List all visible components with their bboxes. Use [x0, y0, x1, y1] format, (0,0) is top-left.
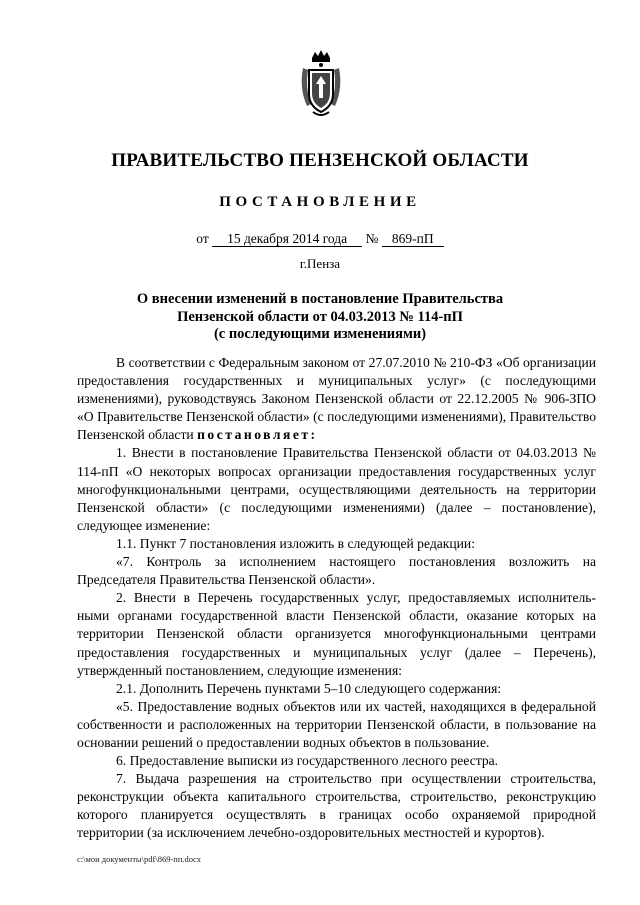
body-paragraph: 1.1. Пункт 7 постановления изложить в следующей редакции:	[116, 535, 475, 551]
body-paragraph: «7. Контроль за исполнением настоящего постановления возложить на Председателя Правительства Пензенской области».	[77, 554, 596, 588]
preamble-paragraph	[77, 354, 596, 444]
document-number: 869-пП	[382, 231, 444, 247]
number-sign: №	[365, 231, 379, 246]
subject-line: Пензенской области от 04.03.2013 № 114-пП	[177, 308, 463, 325]
date-number-line	[0, 231, 640, 247]
document-body	[77, 354, 596, 843]
body-paragraph: 6. Предоставление выписки из государственного лесного реестра.	[116, 753, 499, 769]
body-paragraph: 2.1. Дополнить Перечень пунктами 5–10 следующего содержания:	[116, 680, 502, 696]
preamble-text: В соответствии с Федеральным законом от 27.07.2010 № 210-ФЗ «Об организации предоставления государственных и муниципальных услуг» (с последующими изменениями), руководствуясь Законом Пензенской области от 22.12.2005 № 906-ЗПО «О Правительстве Пензенской области» (с последующими изменениями), Правительство Пензенской области	[77, 355, 596, 443]
subject-line: (с последующими изменениями)	[213, 326, 427, 342]
document-subject	[100, 291, 540, 344]
document-date: 15 декабря 2014 года	[212, 231, 362, 247]
body-paragraph: «5. Предоставление водных объектов или их частей, находящихся в федеральной собственности и расположенных на территории Пензенской области, в пользование на основании решений о предоставлении водных объектов в пользование.	[77, 698, 596, 750]
body-paragraph: 7. Выдача разрешения на строительство при осуществлении строительства, реконструкции объекта капитального строительства, строительство, реконструкцию которого планируется осуществлять в границах особо охраняемой природной территории (за исключением лечебно-оздоровительных местностей и курортов).	[77, 771, 596, 841]
body-paragraph: 2. Внести в Перечень государственных услуг, предоставляемых исполнитель-ными органами государственной власти Пензенской области, оказание которых на территории Пензенской области организуется многофункциональными центрами предоставления государственных и муниципальных услуг (далее – Перечень), утвержденный постановлением, следующие изменения:	[77, 590, 596, 678]
date-prefix: от	[196, 231, 209, 246]
coat-of-arms-icon	[297, 48, 345, 120]
body-paragraph: 1. Внести в постановление Правительства Пензенской области от 04.03.2013 № 114-пП «О некоторых вопросах организации предоставления государственных услуг многофункциональными центрами, осуществляющими деятельность на территории Пензенской области» (с последующими изменениями) (далее – постановление), следующее изменение:	[77, 445, 596, 533]
resolution-verb: постановляет:	[197, 427, 318, 443]
file-path-footer: c:\мои документы\pdf\869-пп.docx	[77, 854, 202, 864]
subject-line: О внесении изменений в постановление Правительства	[136, 291, 504, 307]
document-type: ПОСТАНОВЛЕНИЕ	[219, 194, 421, 210]
organization-title: ПРАВИТЕЛЬСТВО ПЕНЗЕНСКОЙ ОБЛАСТИ	[111, 150, 529, 171]
city: г.Пенза	[299, 256, 341, 271]
